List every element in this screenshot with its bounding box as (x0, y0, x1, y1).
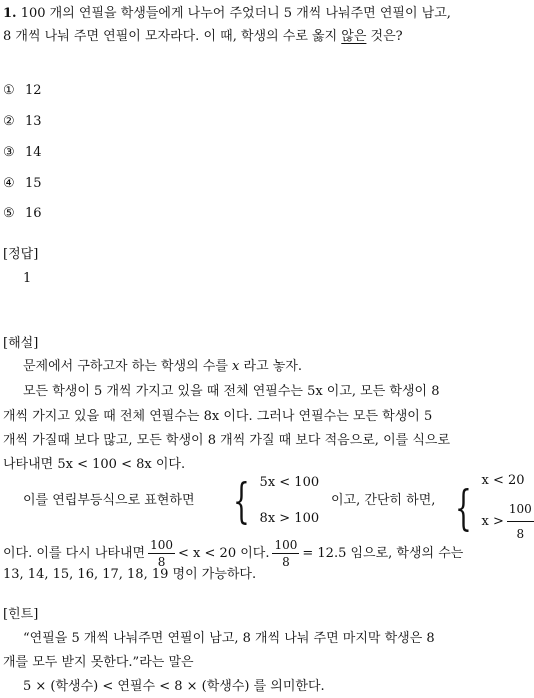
problem-number: 1. (3, 6, 17, 21)
explanation-para-3-mid: 이고, 간단히 하면, (331, 493, 436, 508)
answer-value: 1 (23, 271, 32, 286)
explanation-para-2-line-2: 개씩 가지고 있을 때 전체 연필수는 8x 이다. 그러나 연필수는 모든 학생이 5 (3, 409, 433, 424)
choice-marker: ② (3, 114, 15, 129)
inequality-row: 5x < 100 (259, 475, 320, 490)
choice-text: 13 (25, 114, 42, 129)
choice-5[interactable] (3, 202, 42, 225)
explanation-text: = 12.5 임으로, 학생의 수는 (302, 545, 464, 561)
explanation-text: 라고 놓자. (239, 359, 303, 374)
hint-line-1: “연필을 5 개씩 나눠주면 연필이 남고, 8 개씩 나눠 주면 마지막 학생은 8 (23, 631, 435, 646)
choice-marker: ⑤ (3, 206, 15, 221)
problem-line-2 (3, 25, 403, 48)
choice-text: 15 (25, 176, 42, 191)
choice-marker: ① (3, 83, 15, 98)
left-brace: { (455, 479, 472, 536)
choice-marker: ③ (3, 145, 15, 160)
explanation-text: 문제에서 구하고자 하는 학생의 수를 (23, 359, 233, 374)
left-brace: { (233, 473, 250, 529)
variable-x: x (232, 359, 240, 374)
explanation-text: 이다. 이를 다시 나타내면 (3, 545, 146, 561)
hint-line-2: 개를 모두 받지 못한다.”라는 말은 (3, 655, 194, 670)
choice-2[interactable] (3, 110, 42, 133)
explanation-para-2-line-3: 개씩 가질때 보다 많고, 모든 학생이 8 개씩 가질 때 보다 적음으로, 이를 식으로 (3, 433, 450, 448)
numerator: 100 (507, 498, 534, 522)
denominator: 8 (282, 554, 290, 569)
inequality-row (482, 498, 534, 545)
explanation-para-5: 13, 14, 15, 16, 17, 18, 19 명이 가능하다. (3, 567, 257, 582)
choice-text: 14 (25, 145, 42, 160)
hint-label: [힌트] (3, 607, 39, 622)
inequality-text: x > (481, 513, 504, 529)
inequality-system-1 (233, 472, 319, 530)
problem-text-1: 100 개의 연필을 학생들에게 나누어 주었더니 5 개씩 나눠주면 연필이 남고, (20, 6, 451, 21)
choice-4[interactable] (3, 172, 42, 195)
answer-label: [정답] (3, 247, 39, 262)
explanation-para-2-line-1: 모든 학생이 5 개씩 가지고 있을 때 전체 연필수는 5x 이고, 모든 학생이 8 (23, 384, 440, 399)
explanation-para-1 (23, 355, 302, 378)
problem-text-2b: 것은? (366, 29, 403, 44)
fraction (507, 498, 534, 545)
explanation-para-2-line-4: 나타내면 5x < 100 < 8x 이다. (3, 457, 186, 472)
choice-1[interactable] (3, 79, 42, 102)
inequality-row: 8x > 100 (259, 511, 320, 526)
explanation-para-3-lead: 이를 연립부등식으로 표현하면 (23, 493, 195, 508)
problem-text-2a: 8 개씩 나눠 주면 연필이 모자라다. 이 때, 학생의 수로 옳지 (3, 29, 342, 44)
denominator: 8 (516, 527, 525, 541)
choice-marker: ④ (3, 176, 15, 191)
choice-text: 12 (25, 83, 42, 98)
explanation-label: [해설] (3, 336, 39, 351)
numerator: 100 (150, 537, 174, 552)
explanation-text: < x < 20 이다. (178, 545, 270, 561)
hint-line-3: 5 × (학생수) < 연필수 < 8 × (학생수) 를 의미한다. (23, 679, 325, 694)
inequality-system-2 (455, 470, 534, 545)
choice-text: 16 (25, 206, 42, 221)
problem-line-1 (3, 2, 451, 25)
inequality-row: x < 20 (481, 473, 525, 488)
numerator: 100 (274, 537, 298, 552)
fraction (272, 538, 299, 569)
problem-underlined-word: 않은 (341, 29, 367, 44)
choice-3[interactable] (3, 141, 42, 164)
denominator: 8 (157, 554, 166, 569)
